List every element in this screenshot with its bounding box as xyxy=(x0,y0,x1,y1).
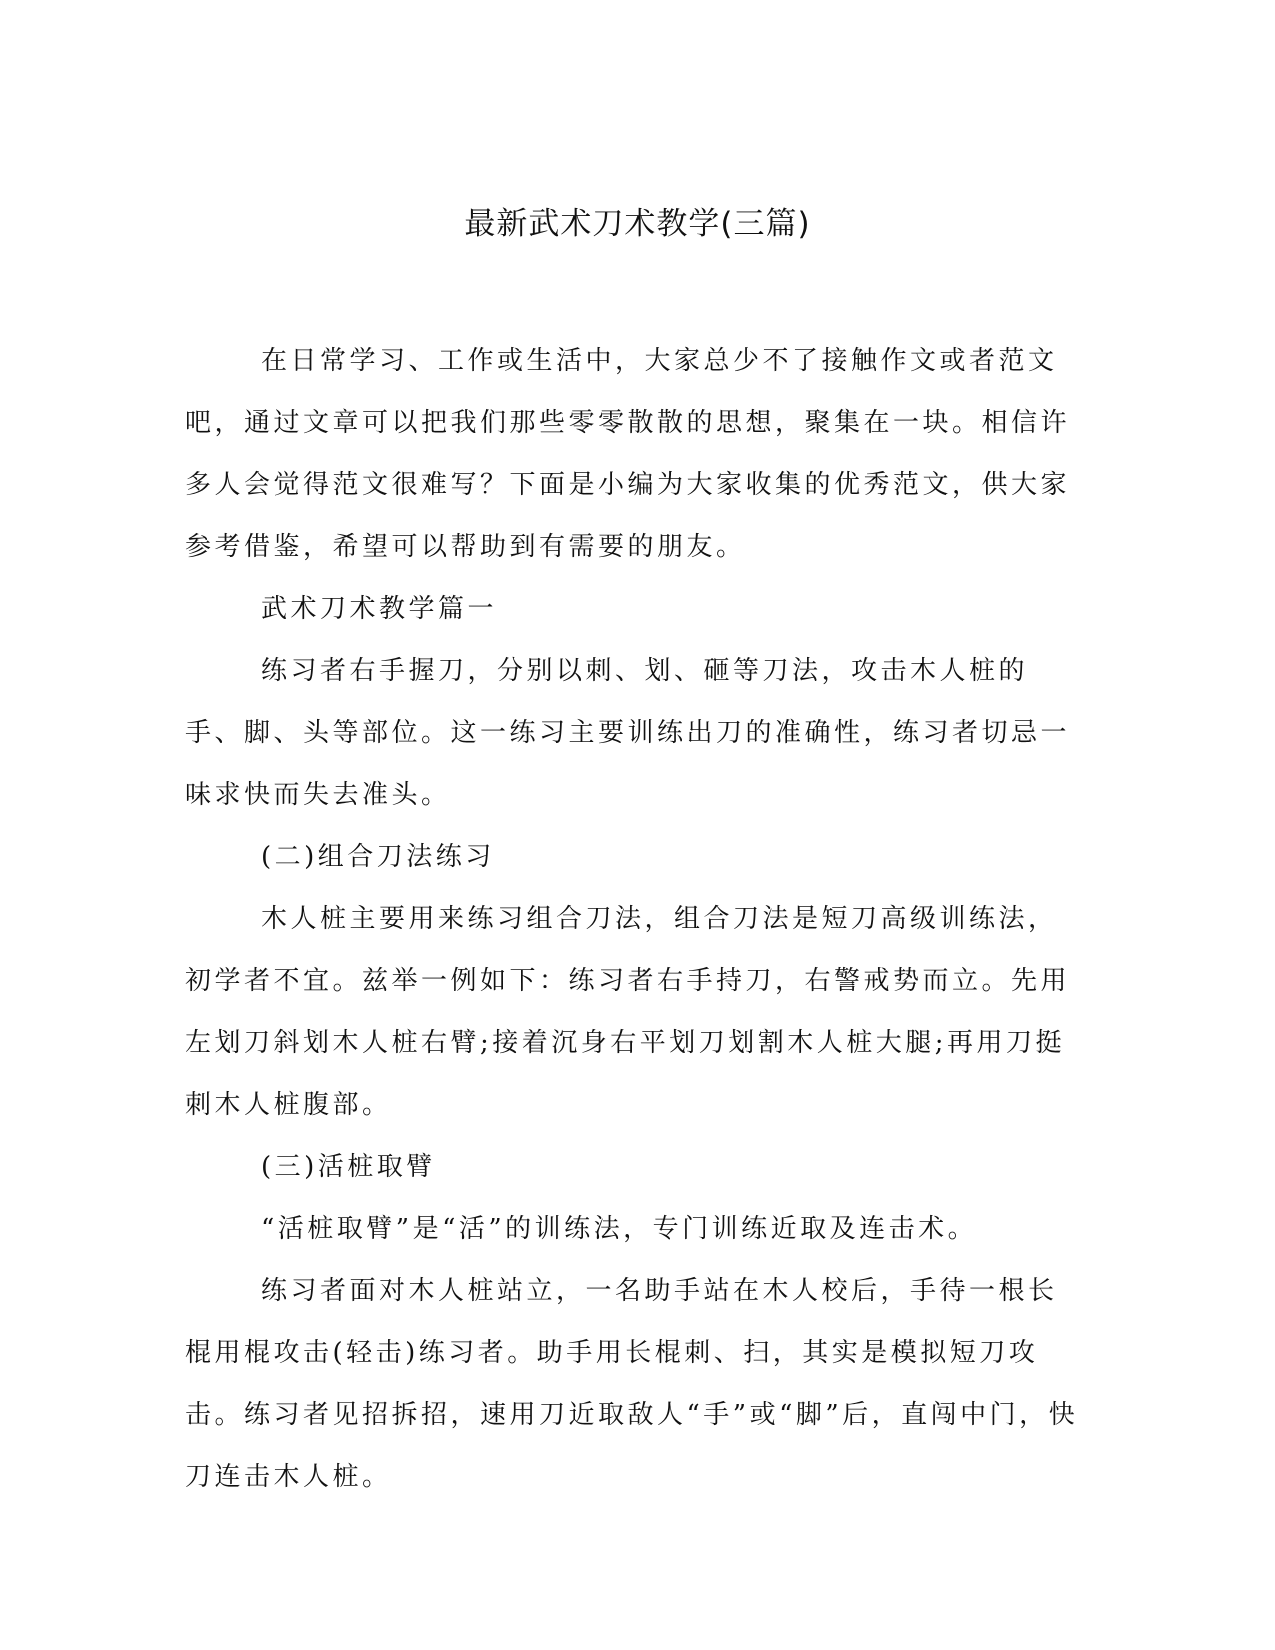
intro-paragraph: 在日常学习、工作或生活中，大家总少不了接触作文或者范文吧，通过文章可以把我们那些零零散散的思想，聚集在一块。相信许多人会觉得范文很难写？下面是小编为大家收集的优秀范文，供大家参考借鉴，希望可以帮助到有需要的朋友。 xyxy=(185,346,1071,562)
section-heading-live-post: (三)活桩取臂 xyxy=(261,1152,436,1182)
body-paragraph: “活桩取臂”是“活”的训练法，专门训练近取及连击术。 xyxy=(261,1214,978,1244)
section-heading-part-one: 武术刀术教学篇一 xyxy=(261,594,498,624)
body-paragraph: 练习者面对木人桩站立，一名助手站在木人校后，手待一根长棍用棍攻击(轻击)练习者。助手用长棍刺、扫，其实是模拟短刀攻击。练习者见招拆招，速用刀近取敌人“手”或“脚”后，直闯中门，快刀连击木人桩。 xyxy=(185,1276,1079,1492)
body-paragraph: 练习者右手握刀，分别以刺、划、砸等刀法，攻击木人桩的手、脚、头等部位。这一练习主要训练出刀的准确性，练习者切忌一味求快而失去准头。 xyxy=(185,656,1071,810)
section-heading-combination: (二)组合刀法练习 xyxy=(261,842,495,872)
document-title: 最新武术刀术教学(三篇) xyxy=(464,206,811,242)
document-body xyxy=(185,330,1085,1508)
body-paragraph: 木人桩主要用来练习组合刀法，组合刀法是短刀高级训练法，初学者不宜。兹举一例如下：练习者右手持刀，右警戒势而立。先用左划刀斜划木人桩右臂;接着沉身右平划刀划割木人桩大腿;再用刀挺刺木人桩腹部。 xyxy=(185,904,1071,1120)
